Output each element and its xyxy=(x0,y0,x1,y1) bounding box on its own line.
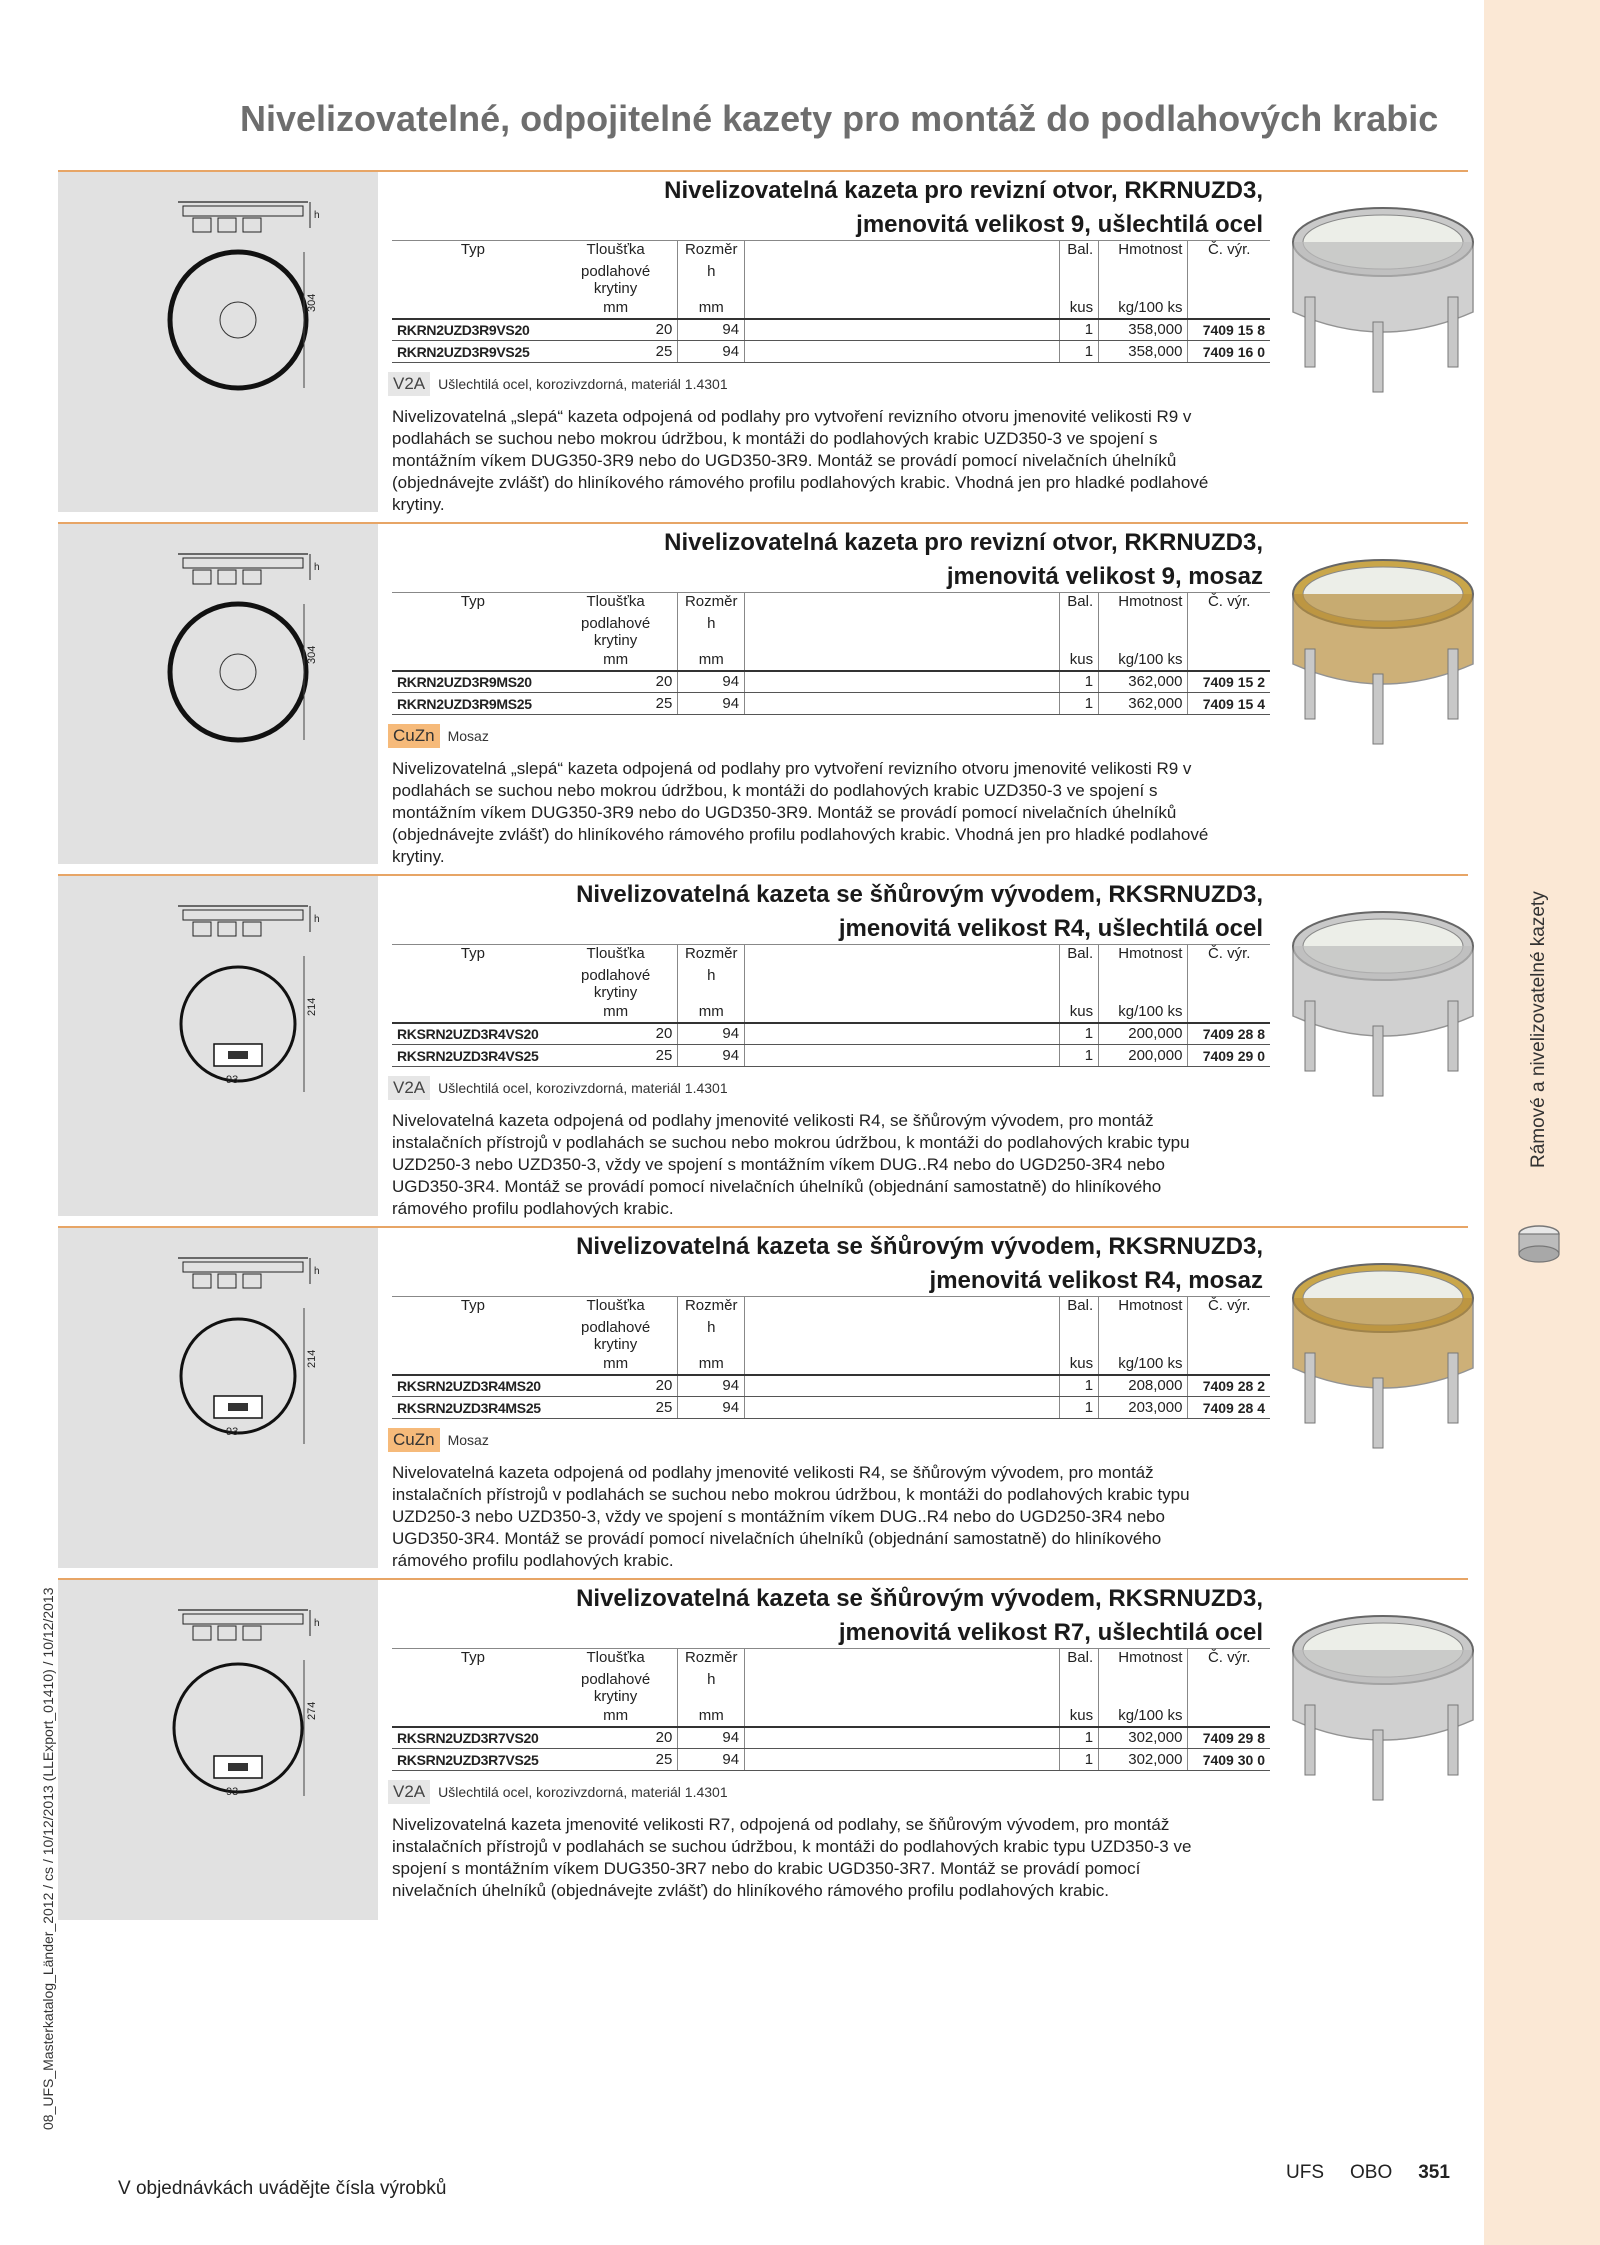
table-units-row xyxy=(392,1705,1270,1727)
col-rozmer-header-2: h xyxy=(678,1319,745,1353)
cell-typ: RKRN2UZD3R9VS20 xyxy=(392,319,554,341)
cell-bal: 1 xyxy=(1060,1727,1099,1749)
material-badge: CuZn xyxy=(388,1428,440,1452)
col-tloustka-header-2: podlahové krytiny xyxy=(554,1671,678,1705)
material-badge: V2A xyxy=(388,1780,430,1804)
col-hmotnost-header: Hmotnost xyxy=(1099,1649,1188,1671)
col-bal-header: Bal. xyxy=(1060,593,1099,615)
side-view xyxy=(178,906,320,936)
page-title: Nivelizovatelné, odpojitelné kazety pro montáž do podlahových krabic xyxy=(240,98,1439,139)
product-description: Nivelovatelná kazeta odpojená od podlahy jmenovité velikosti R4, se šňůrovým vývodem, pro montáž instalačních přístrojů v podlahách se suchou nebo mokrou údržbou, k montáži do podlahových krabic typu UZD250-3 nebo UZD350-3, vždy ve spojení s montážním víkem DUG..R4 nebo do UGD250-3R4 nebo UGD350-3R4. Montáž se provádí pomocí nivelačních úhelníků (objednání samostatně) do hliníkového rámového profilu podlahových krabic. xyxy=(392,1463,1190,1570)
svg-text:h: h xyxy=(314,1266,320,1277)
unit-tloustka: mm xyxy=(554,297,678,319)
top-view xyxy=(174,1660,304,1796)
material-text: Mosaz xyxy=(447,1432,489,1448)
technical-drawing xyxy=(58,1580,378,1920)
section-title xyxy=(378,1230,1263,1298)
material-badge: CuZn xyxy=(388,724,440,748)
cell-bal: 1 xyxy=(1060,341,1099,363)
cell-rozmer: 94 xyxy=(678,1375,745,1397)
unit-tloustka: mm xyxy=(554,1705,678,1727)
product-description: Nivelizovatelná „slepá“ kazeta odpojená od podlahy pro vytvoření revizního otvoru jmenovité velikosti R9 v podlahách se suchou nebo mokrou údržbou, k montáži do podlahových krabic UZD350-3 ve spojení s montážním víkem DUG350-3R9 nebo do UGD350-3R9. Montáž se provádí pomocí nivelačních úhelníků (objednávejte zvlášť) do hliníkového rámového profilu podlahových krabic. Vhodná jen pro hladké podlahové krytiny. xyxy=(392,759,1209,866)
width-label: 93 xyxy=(226,1074,239,1086)
cell-tloustka: 25 xyxy=(554,1397,678,1419)
cell-hmotnost: 358,000 xyxy=(1099,319,1188,341)
col-typ-header: Typ xyxy=(392,241,554,263)
brass-cassette-photo xyxy=(1283,1258,1483,1458)
cell-tloustka: 20 xyxy=(554,319,678,341)
col-cvyr-header: Č. výr. xyxy=(1188,1649,1270,1671)
table-row xyxy=(392,1045,1270,1067)
section-title-line-1: Nivelizovatelná kazeta se šňůrovým vývodem, RKSRNUZD3, xyxy=(576,881,1263,908)
cell-rozmer: 94 xyxy=(678,671,745,693)
unit-hmotnost: kg/100 ks xyxy=(1099,649,1188,671)
section-title xyxy=(378,1582,1263,1650)
table-units-row xyxy=(392,649,1270,671)
table-header-row-2 xyxy=(392,615,1270,649)
top-view xyxy=(181,1308,304,1444)
material-text: Ušlechtilá ocel, korozivzdorná, materiál 1.4301 xyxy=(438,376,728,392)
cell-cislo-vyrobku: 7409 15 4 xyxy=(1188,693,1270,715)
cell-hmotnost: 208,000 xyxy=(1099,1375,1188,1397)
steel-cassette-photo xyxy=(1283,202,1483,402)
width-label: 93 xyxy=(226,1426,239,1438)
unit-bal: kus xyxy=(1060,1353,1099,1375)
table-units-row xyxy=(392,1001,1270,1023)
side-view xyxy=(178,1258,320,1288)
table-header-row xyxy=(392,945,1270,967)
material-row xyxy=(388,724,489,748)
product-section xyxy=(58,522,1468,874)
product-section xyxy=(58,874,1468,1226)
cell-tloustka: 25 xyxy=(554,341,678,363)
top-view xyxy=(170,252,306,388)
section-title-line-2: jmenovitá velikost R4, ušlechtilá ocel xyxy=(838,915,1263,942)
section-title-line-2: jmenovitá velikost R4, mosaz xyxy=(929,1267,1263,1294)
cell-typ: RKSRN2UZD3R7VS25 xyxy=(392,1749,554,1771)
unit-rozmer: mm xyxy=(678,297,745,319)
table-row xyxy=(392,671,1270,693)
col-bal-header: Bal. xyxy=(1060,241,1099,263)
cell-cislo-vyrobku: 7409 28 2 xyxy=(1188,1375,1270,1397)
col-cvyr-header: Č. výr. xyxy=(1188,1297,1270,1319)
section-title-line-2: jmenovitá velikost 9, mosaz xyxy=(946,563,1263,590)
footer-note: V objednávkách uvádějte čísla výrobků xyxy=(118,2178,447,2199)
col-typ-header: Typ xyxy=(392,1649,554,1671)
technical-drawing xyxy=(58,524,378,864)
col-hmotnost-header: Hmotnost xyxy=(1099,1297,1188,1319)
material-row xyxy=(388,1076,728,1100)
cell-cislo-vyrobku: 7409 16 0 xyxy=(1188,341,1270,363)
cell-tloustka: 20 xyxy=(554,1375,678,1397)
cell-rozmer: 94 xyxy=(678,1397,745,1419)
col-rozmer-header: Rozměr xyxy=(678,1297,745,1319)
unit-tloustka: mm xyxy=(554,1001,678,1023)
col-rozmer-header: Rozměr xyxy=(678,1649,745,1671)
cell-rozmer: 94 xyxy=(678,693,745,715)
table-row xyxy=(392,1749,1270,1771)
side-view xyxy=(178,1610,320,1640)
section-title-line-1: Nivelizovatelná kazeta pro revizní otvor, RKRNUZD3, xyxy=(664,529,1263,556)
cell-typ: RKRN2UZD3R9MS20 xyxy=(392,671,554,693)
footer-brand-obo: OBO xyxy=(1350,2162,1393,2183)
col-typ-header: Typ xyxy=(392,1297,554,1319)
unit-bal: kus xyxy=(1060,1705,1099,1727)
table-row xyxy=(392,693,1270,715)
table-units-row xyxy=(392,1353,1270,1375)
table-header-row-2 xyxy=(392,967,1270,1001)
col-tloustka-header: Tloušťka xyxy=(554,945,678,967)
cell-cislo-vyrobku: 7409 15 2 xyxy=(1188,671,1270,693)
unit-bal: kus xyxy=(1060,1001,1099,1023)
cell-hmotnost: 302,000 xyxy=(1099,1749,1188,1771)
cell-bal: 1 xyxy=(1060,1375,1099,1397)
table-header-row xyxy=(392,593,1270,615)
product-description: Nivelovatelná kazeta odpojená od podlahy jmenovité velikosti R4, se šňůrovým vývodem, pro montáž instalačních přístrojů v podlahách se suchou nebo mokrou údržbou, k montáži do podlahových krabic typu UZD250-3 nebo UZD350-3, vždy ve spojení s montážním víkem DUG..R4 nebo do UGD250-3R4 nebo UGD350-3R4. Montáž se provádí pomocí nivelačních úhelníků (objednání samostatně) do hliníkového rámového profilu podlahových krabic. xyxy=(392,1111,1190,1218)
col-tloustka-header: Tloušťka xyxy=(554,593,678,615)
table-header-row-2 xyxy=(392,263,1270,297)
width-label: 93 xyxy=(226,1786,239,1798)
material-row xyxy=(388,372,728,396)
col-typ-header: Typ xyxy=(392,945,554,967)
cell-typ: RKSRN2UZD3R4VS25 xyxy=(392,1045,554,1067)
cell-hmotnost: 200,000 xyxy=(1099,1023,1188,1045)
section-title xyxy=(378,878,1263,946)
unit-hmotnost: kg/100 ks xyxy=(1099,1001,1188,1023)
cell-bal: 1 xyxy=(1060,671,1099,693)
col-hmotnost-header: Hmotnost xyxy=(1099,593,1188,615)
unit-rozmer: mm xyxy=(678,1705,745,1727)
col-cvyr-header: Č. výr. xyxy=(1188,945,1270,967)
table-row xyxy=(392,1397,1270,1419)
unit-bal: kus xyxy=(1060,297,1099,319)
svg-text:h: h xyxy=(314,210,320,221)
cell-tloustka: 25 xyxy=(554,1045,678,1067)
diameter-label: 304 xyxy=(306,645,318,664)
cell-hmotnost: 358,000 xyxy=(1099,341,1188,363)
cell-hmotnost: 362,000 xyxy=(1099,671,1188,693)
diameter-label: 214 xyxy=(306,1349,318,1368)
material-text: Mosaz xyxy=(447,728,489,744)
product-section xyxy=(58,170,1468,522)
svg-text:h: h xyxy=(314,562,320,573)
cell-hmotnost: 200,000 xyxy=(1099,1045,1188,1067)
section-title xyxy=(378,526,1263,594)
cell-cislo-vyrobku: 7409 30 0 xyxy=(1188,1749,1270,1771)
page-number: 351 xyxy=(1418,2162,1450,2183)
side-view xyxy=(178,202,320,232)
cell-bal: 1 xyxy=(1060,693,1099,715)
cell-rozmer: 94 xyxy=(678,1749,745,1771)
col-tloustka-header: Tloušťka xyxy=(554,241,678,263)
drawing-svg xyxy=(58,1580,378,1920)
col-rozmer-header: Rozměr xyxy=(678,593,745,615)
file-meta: 08_UFS_Masterkatalog_Länder_2012 / cs / 10/12/2013 (LLExport_01410) / 10/12/2013 xyxy=(40,1587,56,2130)
col-tloustka-header-2: podlahové krytiny xyxy=(554,263,678,297)
section-title-line-2: jmenovitá velikost R7, ušlechtilá ocel xyxy=(838,1619,1263,1646)
cell-typ: RKRN2UZD3R9MS25 xyxy=(392,693,554,715)
col-bal-header: Bal. xyxy=(1060,1297,1099,1319)
table-row xyxy=(392,1375,1270,1397)
table-row xyxy=(392,1023,1270,1045)
top-view xyxy=(170,604,306,740)
col-rozmer-header-2: h xyxy=(678,967,745,1001)
unit-tloustka: mm xyxy=(554,1353,678,1375)
product-table xyxy=(392,944,1270,1067)
cell-bal: 1 xyxy=(1060,1023,1099,1045)
cell-cislo-vyrobku: 7409 28 4 xyxy=(1188,1397,1270,1419)
table-header-row xyxy=(392,241,1270,263)
unit-hmotnost: kg/100 ks xyxy=(1099,297,1188,319)
cell-cislo-vyrobku: 7409 15 8 xyxy=(1188,319,1270,341)
technical-drawing xyxy=(58,1228,378,1568)
col-tloustka-header-2: podlahové krytiny xyxy=(554,615,678,649)
cell-rozmer: 94 xyxy=(678,1727,745,1749)
unit-rozmer: mm xyxy=(678,1001,745,1023)
unit-rozmer: mm xyxy=(678,1353,745,1375)
product-description: Nivelizovatelná kazeta jmenovité velikosti R7, odpojená od podlahy, se šňůrovým vývodem, pro montáž instalačních přístrojů v podlahách se suchou údržbou, k montáži do podlahových krabic typu UZD350-3 ve spojení s montážním víkem DUG350-3R7 nebo do krabic UGD350-3R7. Montáž se provádí pomocí nivelačních úhelníků (objednávejte zvlášť) do hliníkového rámového profilu podlahových krabic. xyxy=(392,1815,1192,1900)
cassette-thumbnail-icon xyxy=(1514,1218,1564,1272)
cell-typ: RKSRN2UZD3R4MS20 xyxy=(392,1375,554,1397)
product-table xyxy=(392,240,1270,363)
cell-typ: RKSRN2UZD3R4MS25 xyxy=(392,1397,554,1419)
material-badge: V2A xyxy=(388,372,430,396)
product-section xyxy=(58,1226,1468,1578)
cell-bal: 1 xyxy=(1060,1749,1099,1771)
drawing-svg xyxy=(58,172,378,512)
material-text: Ušlechtilá ocel, korozivzdorná, materiál 1.4301 xyxy=(438,1784,728,1800)
cell-rozmer: 94 xyxy=(678,341,745,363)
cell-tloustka: 20 xyxy=(554,1023,678,1045)
svg-text:h: h xyxy=(314,914,320,925)
side-view xyxy=(178,554,320,584)
table-header-row-2 xyxy=(392,1671,1270,1705)
drawing-svg xyxy=(58,524,378,864)
footer-brand xyxy=(1286,2162,1450,2184)
table-row xyxy=(392,341,1270,363)
cell-typ: RKSRN2UZD3R4VS20 xyxy=(392,1023,554,1045)
material-row xyxy=(388,1428,489,1452)
col-tloustka-header-2: podlahové krytiny xyxy=(554,967,678,1001)
col-rozmer-header-2: h xyxy=(678,263,745,297)
col-rozmer-header: Rozměr xyxy=(678,945,745,967)
material-text: Ušlechtilá ocel, korozivzdorná, materiál 1.4301 xyxy=(438,1080,728,1096)
cell-rozmer: 94 xyxy=(678,319,745,341)
col-typ-header: Typ xyxy=(392,593,554,615)
section-title-line-1: Nivelizovatelná kazeta se šňůrovým vývodem, RKSRNUZD3, xyxy=(576,1585,1263,1612)
cell-typ: RKRN2UZD3R9VS25 xyxy=(392,341,554,363)
material-row xyxy=(388,1780,728,1804)
table-header-row-2 xyxy=(392,1319,1270,1353)
product-description: Nivelizovatelná „slepá“ kazeta odpojená od podlahy pro vytvoření revizního otvoru jmenovité velikosti R9 v podlahách se suchou nebo mokrou údržbou, k montáži do podlahových krabic UZD350-3 ve spojení s montážním víkem DUG350-3R9 nebo do UGD350-3R9. Montáž se provádí pomocí nivelačních úhelníků (objednávejte zvlášť) do hliníkového rámového profilu podlahových krabic. Vhodná jen pro hladké podlahové krytiny. xyxy=(392,407,1209,514)
cell-hmotnost: 203,000 xyxy=(1099,1397,1188,1419)
drawing-svg xyxy=(58,876,378,1216)
diameter-label: 274 xyxy=(306,1701,318,1720)
cell-bal: 1 xyxy=(1060,319,1099,341)
col-hmotnost-header: Hmotnost xyxy=(1099,945,1188,967)
product-table xyxy=(392,592,1270,715)
cell-hmotnost: 362,000 xyxy=(1099,693,1188,715)
table-units-row xyxy=(392,297,1270,319)
product-table xyxy=(392,1296,1270,1419)
section-title-line-2: jmenovitá velikost 9, ušlechtilá ocel xyxy=(856,211,1263,238)
product-table xyxy=(392,1648,1270,1771)
product-section xyxy=(58,1578,1468,1930)
section-title-line-1: Nivelizovatelná kazeta pro revizní otvor, RKRNUZD3, xyxy=(664,177,1263,204)
col-bal-header: Bal. xyxy=(1060,945,1099,967)
cell-hmotnost: 302,000 xyxy=(1099,1727,1188,1749)
diameter-label: 214 xyxy=(306,997,318,1016)
cell-bal: 1 xyxy=(1060,1045,1099,1067)
section-title xyxy=(378,174,1263,242)
unit-rozmer: mm xyxy=(678,649,745,671)
col-tloustka-header: Tloušťka xyxy=(554,1649,678,1671)
drawing-svg xyxy=(58,1228,378,1568)
table-row xyxy=(392,319,1270,341)
cell-tloustka: 25 xyxy=(554,1749,678,1771)
unit-hmotnost: kg/100 ks xyxy=(1099,1353,1188,1375)
steel-cassette-photo xyxy=(1283,906,1483,1106)
cell-typ: RKSRN2UZD3R7VS20 xyxy=(392,1727,554,1749)
unit-tloustka: mm xyxy=(554,649,678,671)
technical-drawing xyxy=(58,876,378,1216)
cell-rozmer: 94 xyxy=(678,1045,745,1067)
col-rozmer-header: Rozměr xyxy=(678,241,745,263)
col-rozmer-header-2: h xyxy=(678,1671,745,1705)
footer-brand-ufs: UFS xyxy=(1286,2162,1324,2183)
steel-cassette-photo xyxy=(1283,1610,1483,1810)
table-row xyxy=(392,1727,1270,1749)
side-label: Rámové a nivelizovatelné kazety xyxy=(1528,891,1549,1168)
diameter-label: 304 xyxy=(306,293,318,312)
col-cvyr-header: Č. výr. xyxy=(1188,241,1270,263)
svg-text:h: h xyxy=(314,1618,320,1629)
cell-bal: 1 xyxy=(1060,1397,1099,1419)
cell-tloustka: 20 xyxy=(554,1727,678,1749)
col-hmotnost-header: Hmotnost xyxy=(1099,241,1188,263)
cell-cislo-vyrobku: 7409 29 0 xyxy=(1188,1045,1270,1067)
cell-rozmer: 94 xyxy=(678,1023,745,1045)
col-bal-header: Bal. xyxy=(1060,1649,1099,1671)
table-header-row xyxy=(392,1297,1270,1319)
col-cvyr-header: Č. výr. xyxy=(1188,593,1270,615)
section-title-line-1: Nivelizovatelná kazeta se šňůrovým vývodem, RKSRNUZD3, xyxy=(576,1233,1263,1260)
unit-bal: kus xyxy=(1060,649,1099,671)
cell-cislo-vyrobku: 7409 29 8 xyxy=(1188,1727,1270,1749)
col-tloustka-header: Tloušťka xyxy=(554,1297,678,1319)
material-badge: V2A xyxy=(388,1076,430,1100)
col-rozmer-header-2: h xyxy=(678,615,745,649)
col-tloustka-header-2: podlahové krytiny xyxy=(554,1319,678,1353)
brass-cassette-photo xyxy=(1283,554,1483,754)
cell-tloustka: 25 xyxy=(554,693,678,715)
table-header-row xyxy=(392,1649,1270,1671)
cell-tloustka: 20 xyxy=(554,671,678,693)
top-view xyxy=(181,956,304,1092)
technical-drawing xyxy=(58,172,378,512)
cell-cislo-vyrobku: 7409 28 8 xyxy=(1188,1023,1270,1045)
unit-hmotnost: kg/100 ks xyxy=(1099,1705,1188,1727)
